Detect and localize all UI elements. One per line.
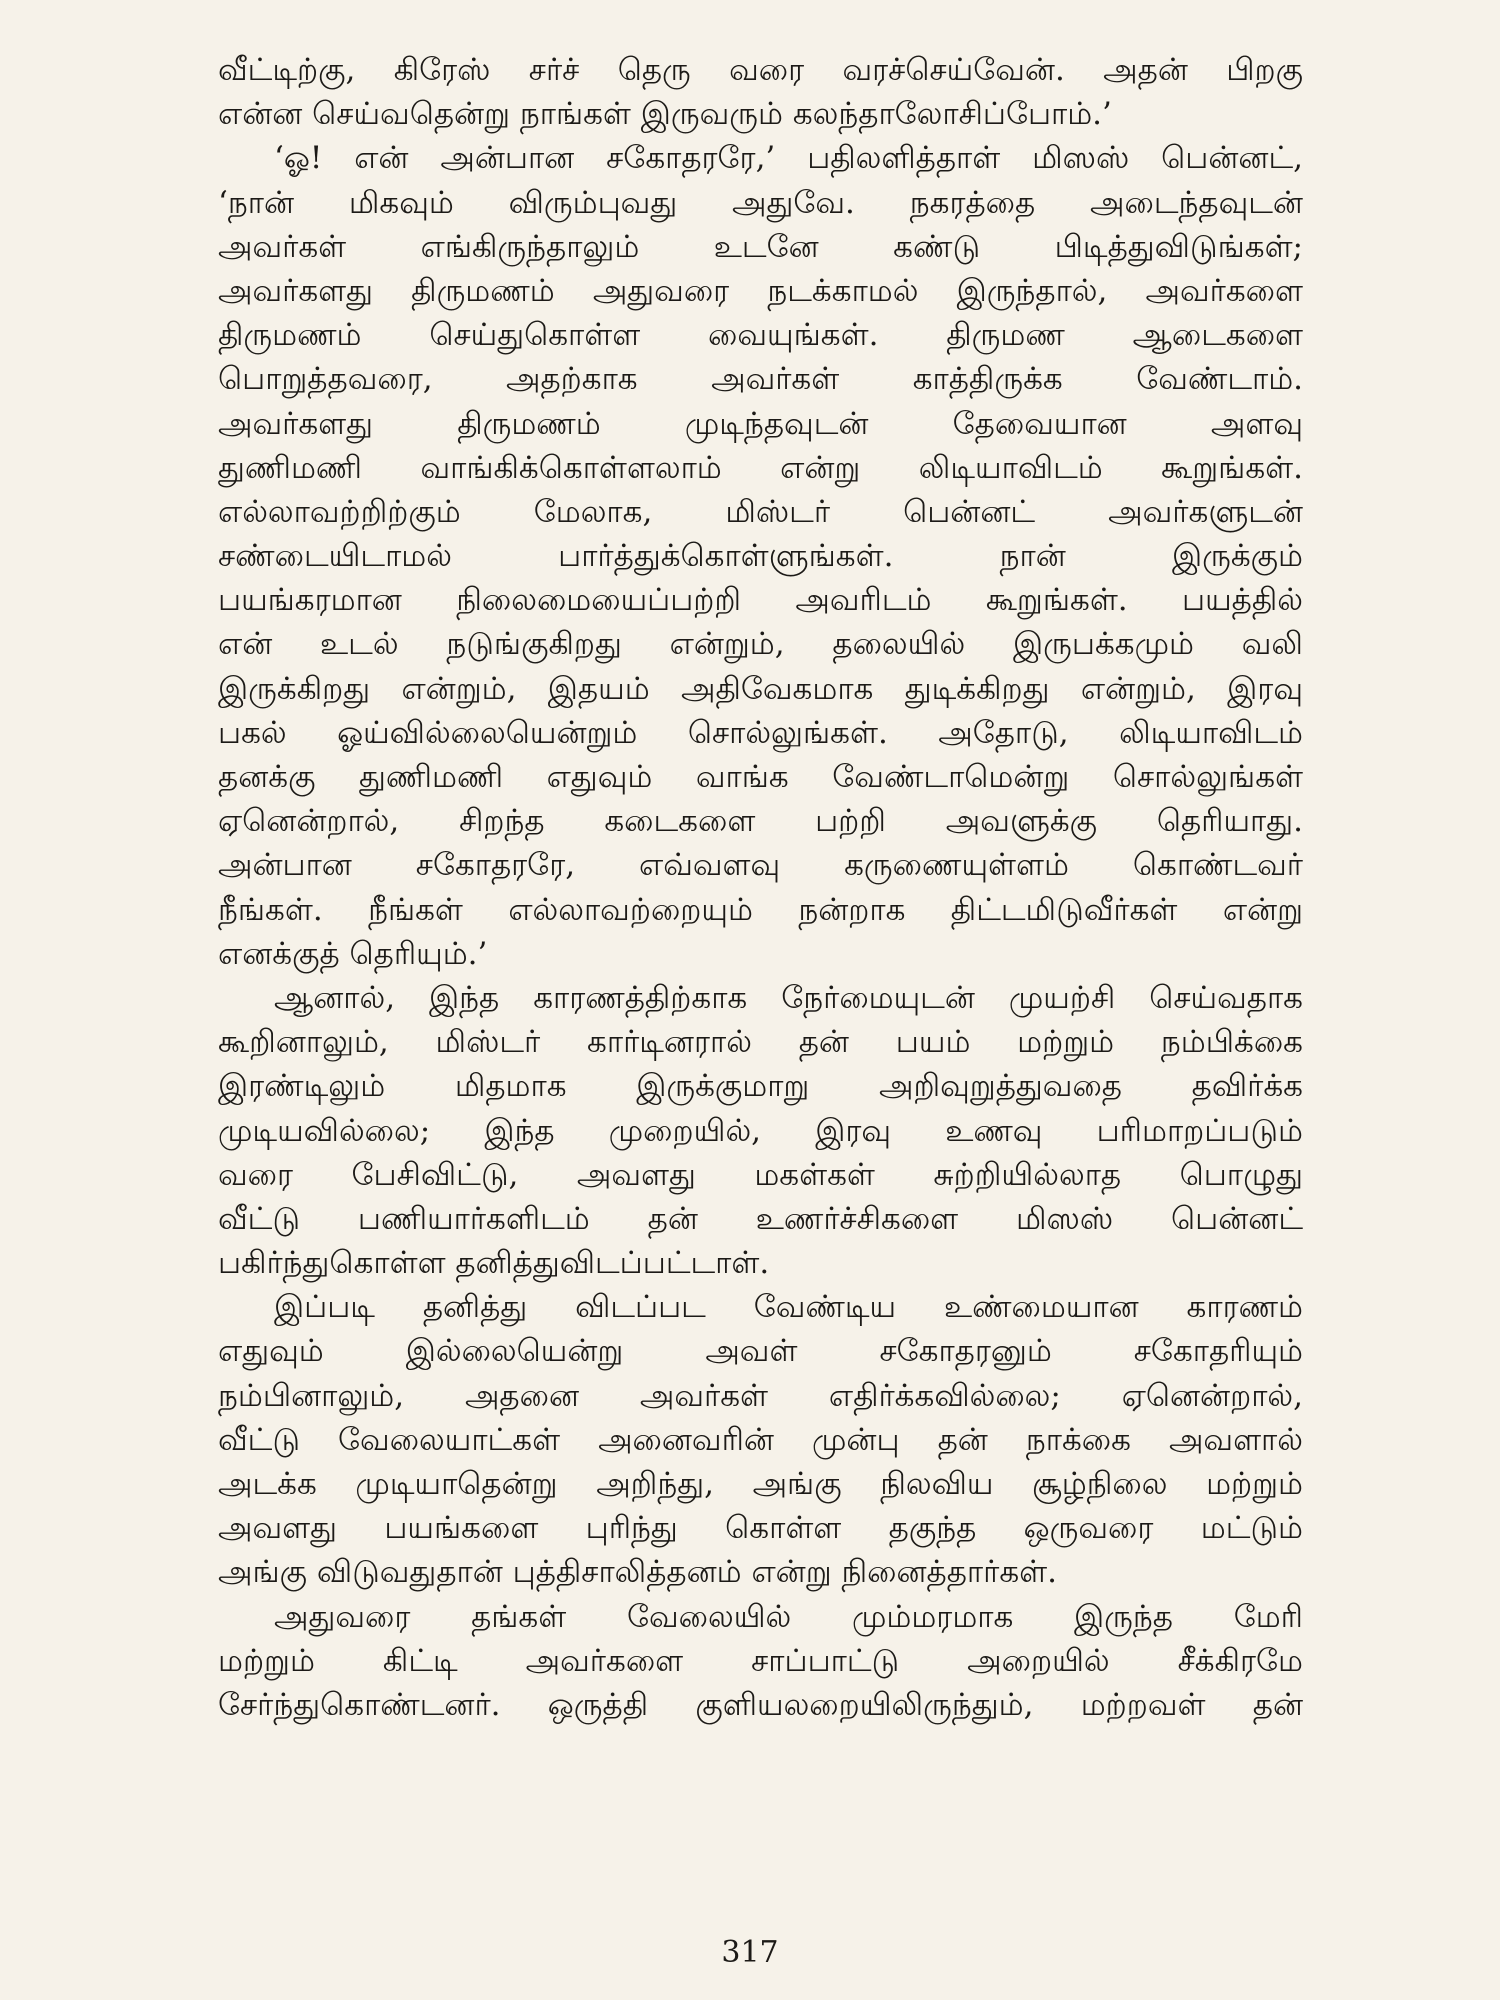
page-number: 317	[721, 1935, 779, 1970]
text-line: இருக்கிறது என்றும், இதயம் அதிவேகமாக துடிக்கிறது என்றும், இரவு	[218, 670, 1303, 707]
text-line: நீங்கள். நீங்கள் எல்லாவற்றையும் நன்றாக திட்டமிடுவீர்கள் என்று	[218, 891, 1303, 928]
text-line: திருமணம் செய்துகொள்ள வையுங்கள். திருமண ஆடைகளை	[218, 317, 1303, 354]
text-line: பொறுத்தவரை, அதற்காக அவர்கள் காத்திருக்க வேண்டாம்.	[218, 361, 1303, 398]
text-line: என் உடல் நடுங்குகிறது என்றும், தலையில் இருபக்கமும் வலி	[218, 626, 1303, 663]
text-line: ‘ஓ! என் அன்பான சகோதரரே,’ பதிலளித்தாள் மிஸஸ் பென்னட்,	[274, 140, 1303, 177]
text-line: நம்பினாலும், அதனை அவர்கள் எதிர்க்கவில்லை; ஏனென்றால்,	[218, 1377, 1303, 1414]
text-line: பகிர்ந்துகொள்ள தனித்துவிடப்பட்டாள்.	[218, 1245, 770, 1282]
text-line: வீட்டு பணியார்களிடம் தன் உணர்ச்சிகளை மிஸஸ் பென்னட்	[218, 1200, 1303, 1237]
text-line: சேர்ந்துகொண்டனர். ஒருத்தி குளியலறையிலிருந்தும், மற்றவள் தன்	[218, 1686, 1303, 1723]
text-line: அடக்க முடியாதென்று அறிந்து, அங்கு நிலவிய சூழ்நிலை மற்றும்	[218, 1466, 1303, 1502]
text-line: பகல் ஓய்வில்லையென்றும் சொல்லுங்கள். அதோடு, லிடியாவிடம்	[218, 714, 1303, 751]
text-line: சண்டையிடாமல் பார்த்துக்கொள்ளுங்கள். நான் இருக்கும்	[218, 538, 1303, 575]
text-line: ‘நான் மிகவும் விரும்புவது அதுவே. நகரத்தை அடைந்தவுடன்	[218, 184, 1303, 221]
text-line: முடியவில்லை; இந்த முறையில், இரவு உணவு பரிமாறப்படும்	[218, 1112, 1303, 1149]
text-line: வரை பேசிவிட்டு, அவளது மகள்கள் சுற்றியில்லாத பொழுது	[218, 1156, 1303, 1193]
text-line: இப்படி தனித்து விடப்பட வேண்டிய உண்மையான காரணம்	[274, 1289, 1303, 1326]
text-line: அங்கு விடுவதுதான் புத்திசாலித்தனம் என்று நினைத்தார்கள்.	[218, 1554, 1057, 1591]
text-line: தனக்கு துணிமணி எதுவும் வாங்க வேண்டாமென்று சொல்லுங்கள்	[218, 759, 1303, 795]
text-line: அவர்கள் எங்கிருந்தாலும் உடனே கண்டு பிடித்துவிடுங்கள்;	[218, 228, 1303, 265]
text-line: துணிமணி வாங்கிக்கொள்ளலாம் என்று லிடியாவிடம் கூறுங்கள்.	[218, 449, 1303, 486]
text-line: கூறினாலும், மிஸ்டர் கார்டினரால் தன் பயம் மற்றும் நம்பிக்கை	[218, 1024, 1303, 1061]
text-line: அவர்களது திருமணம் அதுவரை நடக்காமல் இருந்தால், அவர்களை	[218, 272, 1303, 309]
body-text	[218, 48, 1303, 1727]
text-line: அவர்களது திருமணம் முடிந்தவுடன் தேவையான அளவு	[218, 405, 1303, 442]
text-line: இரண்டிலும் மிதமாக இருக்குமாறு அறிவுறுத்துவதை தவிர்க்க	[218, 1068, 1303, 1105]
text-line: பயங்கரமான நிலைமையைப்பற்றி அவரிடம் கூறுங்கள். பயத்தில்	[218, 582, 1303, 619]
text-line: எதுவும் இல்லையென்று அவள் சகோதரனும் சகோதரியும்	[218, 1333, 1303, 1370]
text-line: வீட்டு வேலையாட்கள் அனைவரின் முன்பு தன் நாக்கை அவளால்	[218, 1421, 1303, 1458]
text-line: ஆனால், இந்த காரணத்திற்காக நேர்மையுடன் முயற்சி செய்வதாக	[274, 979, 1303, 1016]
text-line: அவளது பயங்களை புரிந்து கொள்ள தகுந்த ஒருவரை மட்டும்	[218, 1510, 1303, 1547]
text-line: எல்லாவற்றிற்கும் மேலாக, மிஸ்டர் பென்னட் அவர்களுடன்	[218, 493, 1303, 530]
text-line: என்ன செய்வதென்று நாங்கள் இருவரும் கலந்தாலோசிப்போம்.’	[218, 96, 1112, 133]
text-line: ஏனென்றால், சிறந்த கடைகளை பற்றி அவளுக்கு தெரியாது.	[218, 803, 1303, 840]
text-line: வீட்டிற்கு, கிரேஸ் சர்ச் தெரு வரை வரச்செய்வேன். அதன் பிறகு	[218, 52, 1303, 88]
text-line: அதுவரை தங்கள் வேலையில் மும்மரமாக இருந்த மேரி	[274, 1598, 1303, 1635]
text-line: மற்றும் கிட்டி அவர்களை சாப்பாட்டு அறையில் சீக்கிரமே	[218, 1642, 1303, 1679]
text-line: எனக்குத் தெரியும்.’	[218, 935, 488, 972]
text-line: அன்பான சகோதரரே, எவ்வளவு கருணையுள்ளம் கொண்டவர்	[218, 847, 1303, 884]
